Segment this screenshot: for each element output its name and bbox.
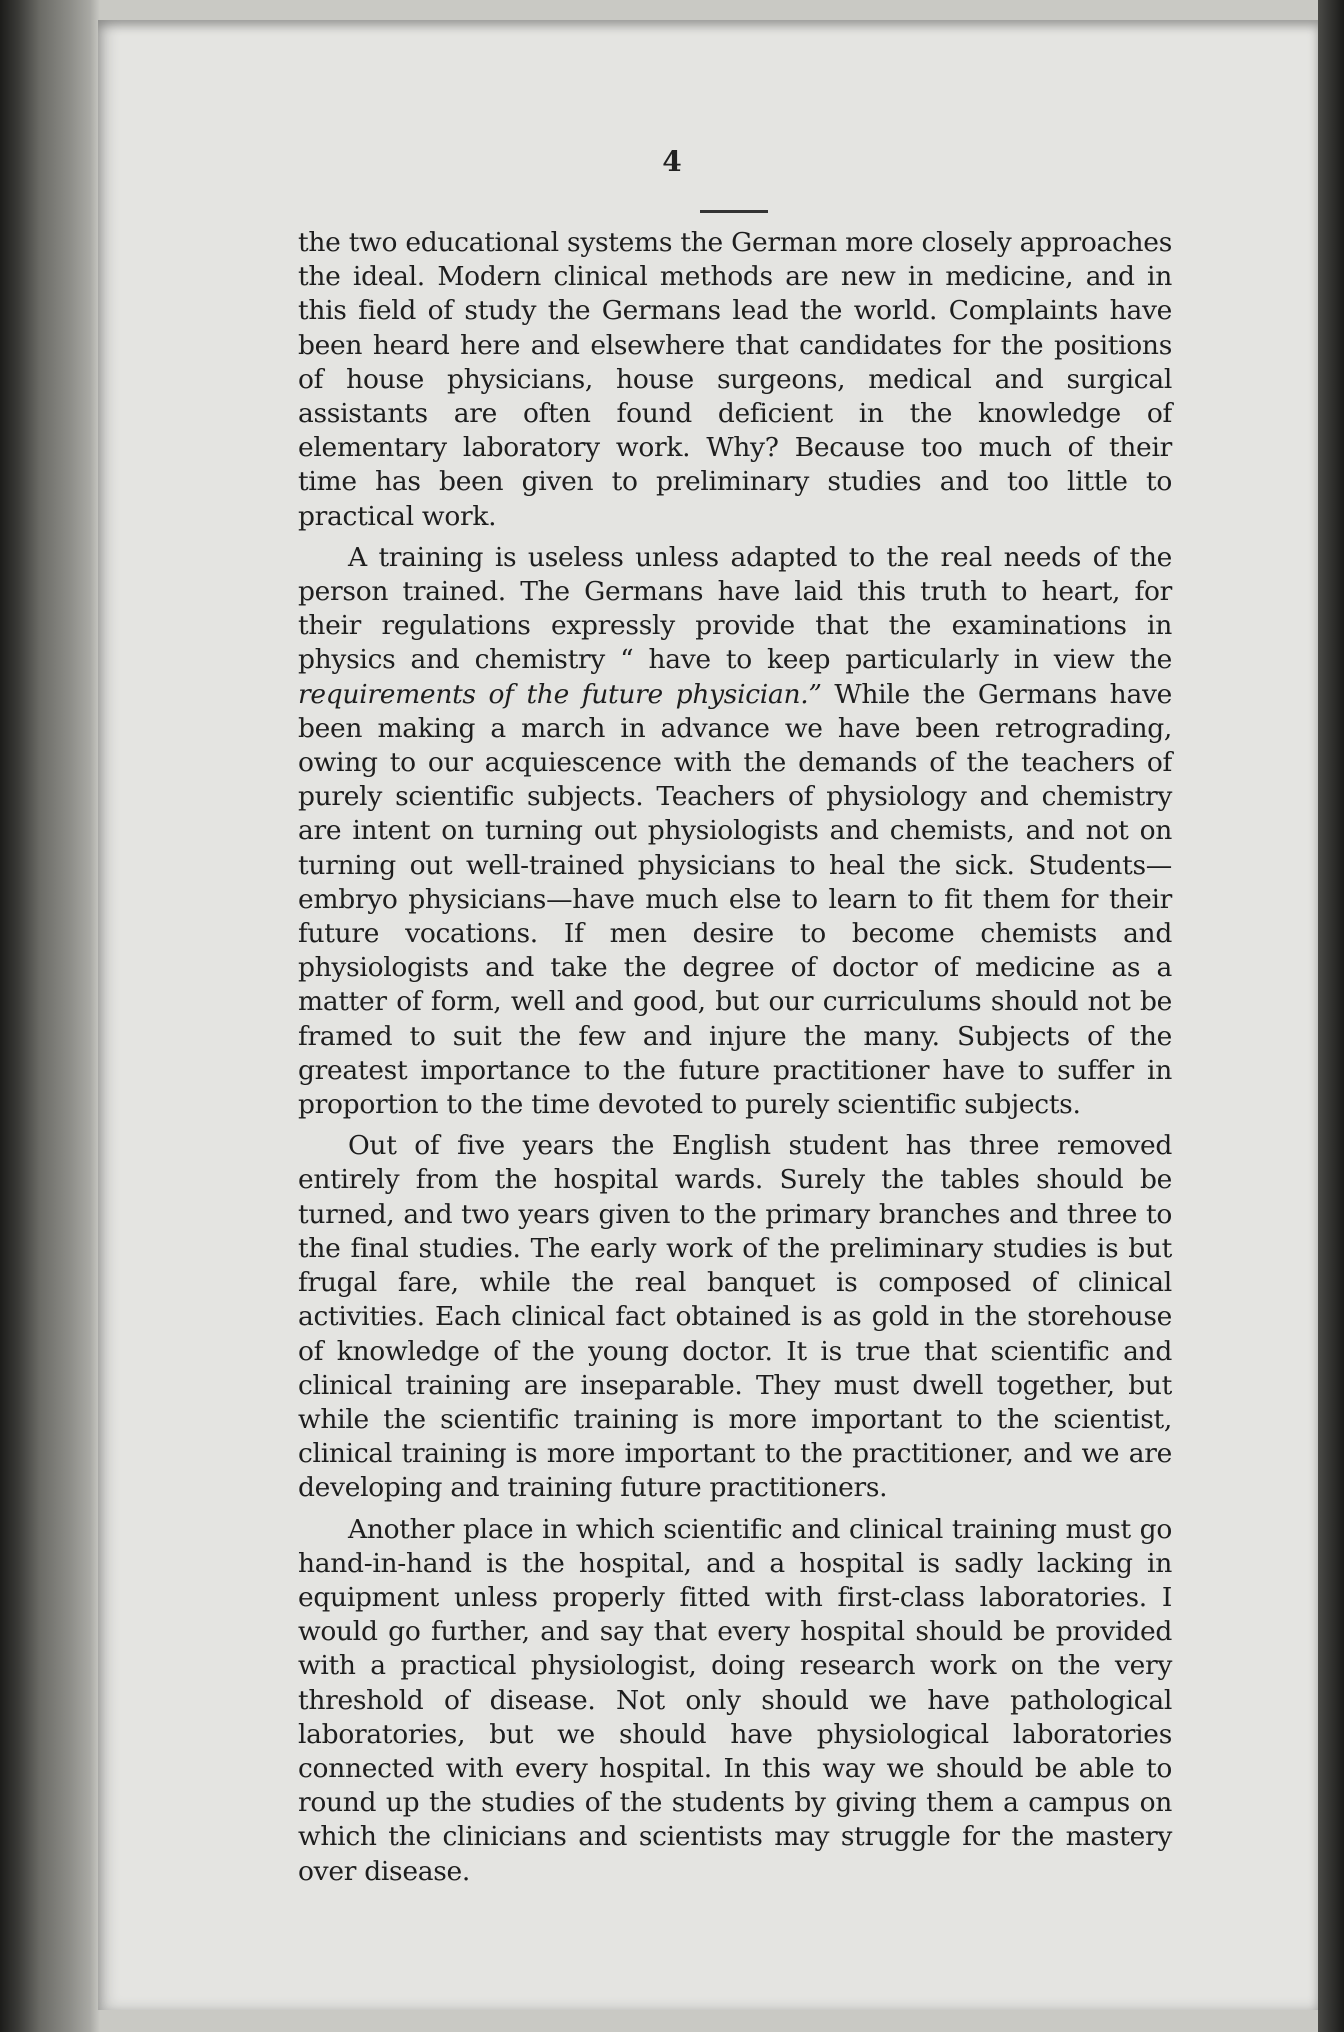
text-run: Out of five years the English student has three removed entirely from the hospital wards. Surely the tables should be turned, and two years given to the primary branches and three to the final studies. The early work of the preliminary studies is but frugal fare, while the real banquet is composed of clinical activities. Each clinical fact obtained is as gold in the storehouse of knowledge of the young doctor. It is true that scientific and clinical training are inseparable. They must dwell together, but while the scientific training is more important to the scientist, clinical training is more important to the practitioner, and we are developing and training future practitioners. (298, 1130, 1172, 1504)
text-run: While the Germans have been making a march in advance we have been retrograding, owing to our acquiescence with the demands of the teachers of purely scientific subjects. Teachers of physiology and chemistry are intent on turning out physiologists and chemists, and not on turning out well-trained physicians to heal the sick. Students—embryo physicians—have much else to learn to fit them for their future vocations. If men desire to become chemists and physiologists and take the degree of doctor of medicine as a matter of form, well and good, but our curriculums should not be framed to suit the few and injure the many. Subjects of the greatest importance to the future practitioner have to suffer in proportion to the time devoted to purely scientific subjects. (298, 678, 1173, 1121)
book-edge (1318, 0, 1344, 2032)
text-run: A training is useless unless adapted to the real needs of the person trained. The Germans have laid this truth to heart, for their regulations expressly provide that the examinations in physics and chemistry “ have to keep particularly in view the (298, 541, 1172, 676)
text-run: the two educational systems the German more closely approaches the ideal. Modern clinical methods are new in medicine, and in this field of study the Germans lead the world. Complaints have been heard here and elsewhere that candidates for the positions of house physicians, house surgeons, medical and surgical assistants are often found deficient in the knowledge of elementary laboratory work. Why? Because too much of their time has been given to preliminary studies and too little to practical work. (298, 227, 1172, 532)
header-rule (700, 210, 768, 213)
paragraph (298, 226, 1172, 534)
paragraph (298, 1513, 1172, 1889)
paragraph (298, 1129, 1172, 1505)
paragraph (298, 541, 1172, 1122)
body-text (298, 226, 1172, 1889)
italic-text-run: requirements of the future physician.” (298, 678, 822, 710)
page-number: 4 (662, 145, 682, 178)
text-run: Another place in which scientific and clinical training must go hand-in-hand is the hospital, and a hospital is sadly lacking in equipment unless properly fitted with first-class laboratories. I would go further, and say that every hospital should be provided with a practical physiologist, doing research work on the very threshold of disease. Not only should we have pathological laboratories, but we should have physiological laboratories connected with every hospital. In this way we should be able to round up the studies of the students by giving them a campus on which the clinicians and scientists may struggle for the mastery over disease. (298, 1513, 1172, 1887)
